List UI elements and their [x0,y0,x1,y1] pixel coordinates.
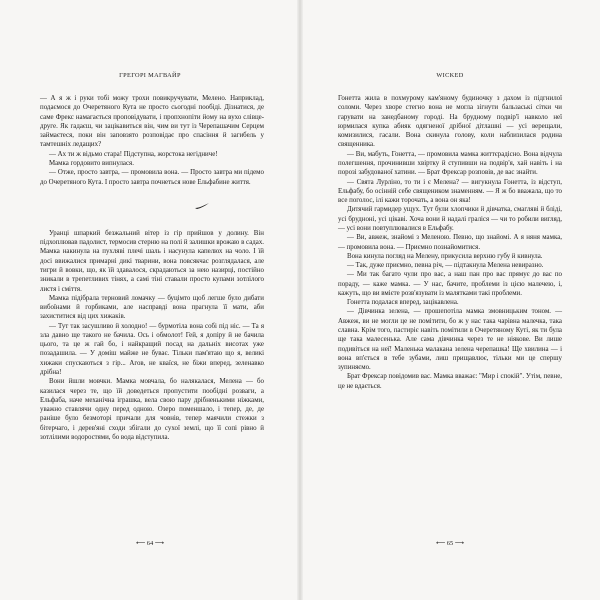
paragraph: Вона кинула погляд на Мелену, прикусила верхню губу й кивнула. [347,252,543,260]
section-ornament [40,187,264,229]
running-header-title: WICKED [436,72,464,79]
paragraph: Уранці шпаркий безжальний вітер із гір прийшов у долину. Він підхоплював падолист, термосив стерню на полі й залишки врожаю в садах. Мамка накинула на пухляві плечі шаль і насунула капелюх на чоло. І їй досі ввижалися примарні дикі тварини, вона повсякчас розглядалася, але тигри й вовки, що, як їй здавалося, скрадаються за нею назирці, постійно зникали в трепетливих тінях, а самі тіні ставали просто купами зотлілого листя і сміття. [40,229,264,293]
paragraph: — Так, дуже приємно, певна річ, — підтакнула Мелена невиразно. [347,262,544,270]
paragraph: — Дівчинка зелена, — прошепотіла мамка змовницьким тоном. — Авжеж, ви не могли це не помітити, бо ж у нас така чарівна малечка, така славна. Крім того, пастиріє навіть помітили в Очеретяному Куті, як ти була ще така малесенька. Але сама дівчинка через те не ніякове. Ви лише подивіться на неї! Маленька малакана зелена черепашка! Ще хвилина — і вона вп'ється в тебе зубами, лиш прищавлює, тільки ми це спершу зупиняємо. [338,308,562,372]
paragraph: Мамка гордовито випнулася. [49,159,134,167]
paragraph: — Ми так багато чули про вас, а наш пан про вас прямує до вас по пораду, — каже мамка. — У нас, бачите, проблеми із цією малечею, і, кажуть, що ви вмієте розв'язувати із малятками такі проблеми. [338,271,562,297]
running-header-author: ГРЕГОРІ МАГВАЙР [119,72,181,79]
paragraph: Гонетта подалася вперед, зацікавлена. [347,299,459,307]
page-number: ⟵ 64 ⟶ [136,540,164,547]
paragraph: Вони йшли мовчки. Мамка мовчала, бо налякалася, Мелена — бо казилася через те, що їй доведеться пропустити пообідні розваги, а Ельфаба, наче механічна іграшка, вела свою пару дрібненькими ніжками, уважно ставлячи одну перед одною. Озеро поменшало, і тепер, де, де раніше було безмоторі причали для човнів, тепер маячили стежки з бітерчаго, і дерев'яні сходи збігали до сухої землі, що її сопі рівно й зотлілими водоростями, бо вода відступила. [40,378,264,441]
paragraph: Гонетта жила в похмурому кам'яному будиночку з дахом із підгнилої соломи. Через хворе стегно вона не могла зігнути бальзаські сітки чи гарувати на занедбаному городі. На брудному подвір'ї навколо неї юрмилася купка абияк одягненої дрібної дітлашні — усі верещали, комизилися, гасали. Вона скинула голову, коли наблизилася родина священника. [338,95,562,149]
paragraph: — Тут так засушливо й холодно! — бурмотіла вона собі під ніс. — Та я зла давно ще такого не бачила. Ось і обмолот! Гей, я допіру й не бачила цього, та це ж гай бо, і найкращий посад на дальніх висотах уже позадашила. — У доміш майже не буває. Тільки пам'ятаю що я, великі хижаки спускаються з гір... Агов, не кваїся, не біжи вперед, зеленавко дрібна! [40,322,264,377]
paragraph: — Ви, авжеж, знайомі з Меленою. Певно, що знайомі. А я няня мамка, — промовила вона. — Приємно познайомитися. [338,234,562,251]
paragraph: — Свята Лурліно, то ти і є Мелена? — вигукнула Гонетта, із відступ, Ельфабу, бо осінній себе священиком знаменням. — Я ж бо вважала, що то все поголос, ілі кажи торочать, а вона он яка! [338,178,562,205]
paragraph: — Отже, просто завтра, — промовила вона. — Просто завтра ми підемо до Очеретяного Кута. І просто завтра почнеться нове Ельфабине життя. [40,169,264,186]
paragraph: — А я ж і руки тобі можу трохи повикручувати, Мелено. Наприклад, подаємося до Очеретяного Кута не просто сьогодні пообіді. Дізнатися, де саме Фрекс намагається проповідувати, і пропхнопіти йому на вухо слівце-друге. Як гадаєш, чи зацікавиться він, чим ви тут із Черепашачим Серцем займаєтеся, поки він заповзято розповідає про спасіння й загибель у тамтешніх ледащих? [40,95,264,149]
left-page-text [40,94,264,442]
paragraph: Брат Фрексар повідомив вас. Мамка вважає: "Мир і спокій". Утім, певне, це не вдається. [338,373,562,390]
paragraph: Мамка підібрала терновий ломачку — буцімто щоб легше було дибати вибоїнами й горбиками, але насправді вона прагнула її мати, аби захиститися від цих хижаків. [40,294,264,321]
page-number: ⟵ 65 ⟶ [436,540,464,547]
feather-ornament-icon [194,202,210,210]
paragraph: Дитячий гармидер ущух. Тут були хлопчики й дівчатка, смагляві й бліді, усі брудноні, усі цікаві. Хоча вони й надалі граліся — чи то робили вигляд, — усі вони повтуплювалися в Ельфабу. [338,206,562,232]
paragraph: — Ах ти ж відьмо стара! Підступна, жорстока негідниче! [49,150,218,158]
paragraph: — Ви, мабуть, Гонетта, — промовила мамка життєрадісно. Вона відчула полегшення, прочинивши хвіртку й ступивши на подвір'я, хай навіть і на порозі забудованої хатини. — Брат Фрексар розповів, де вас знайти. [338,150,562,177]
right-page [300,0,600,600]
right-page-text [338,94,562,391]
